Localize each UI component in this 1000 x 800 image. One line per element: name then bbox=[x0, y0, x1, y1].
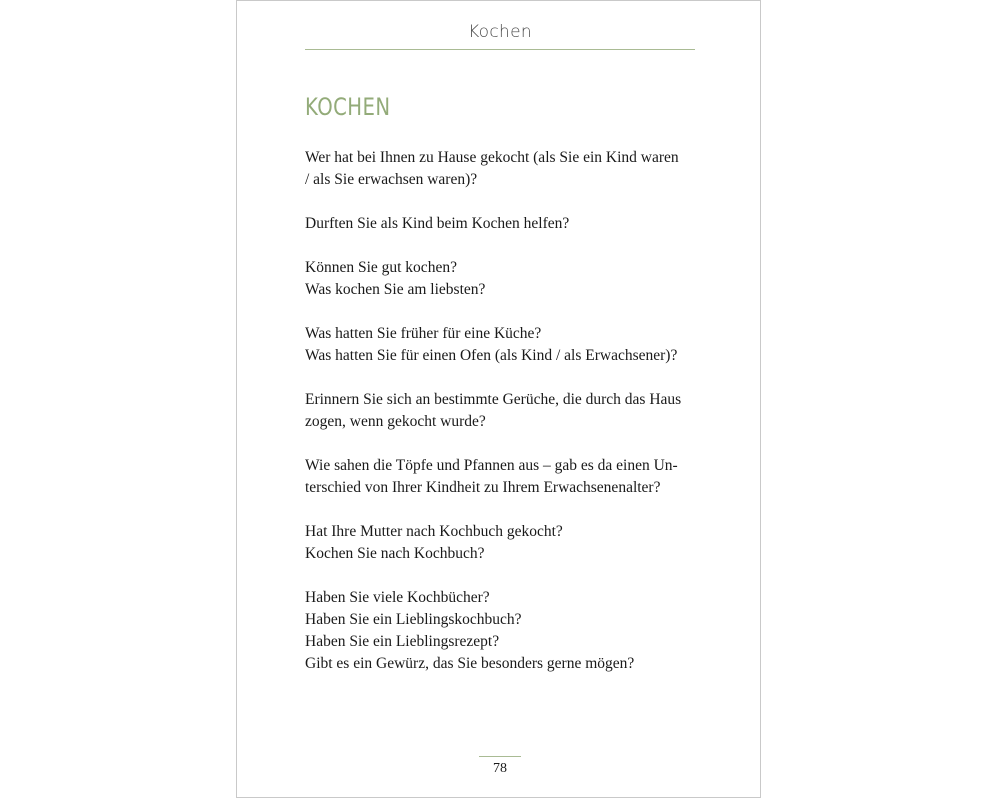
question-line: zogen, wenn gekocht wurde? bbox=[305, 413, 486, 430]
footer-rule bbox=[479, 756, 521, 757]
question-block bbox=[305, 323, 700, 367]
running-header: Kochen bbox=[468, 22, 532, 42]
question-block bbox=[305, 389, 700, 433]
question-line: Wie sahen die Töpfe und Pfannen aus – gab es da einen Un- bbox=[305, 457, 678, 474]
chapter-title: KOCHEN bbox=[305, 93, 391, 121]
question-list bbox=[305, 147, 700, 697]
question-line: Was hatten Sie früher für eine Küche? bbox=[305, 325, 542, 342]
question-line: Haben Sie ein Lieblingskochbuch? bbox=[305, 611, 522, 628]
question-block bbox=[305, 147, 700, 191]
question-line: terschied von Ihrer Kindheit zu Ihrem Erwachsenenalter? bbox=[305, 479, 661, 496]
question-block bbox=[305, 587, 700, 675]
book-page bbox=[236, 0, 761, 798]
question-line: Durften Sie als Kind beim Kochen helfen? bbox=[305, 215, 570, 232]
question-line: Haben Sie viele Kochbücher? bbox=[305, 589, 490, 606]
question-line: Was kochen Sie am liebsten? bbox=[305, 281, 486, 298]
question-line: Wer hat bei Ihnen zu Hause gekocht (als Sie ein Kind waren bbox=[305, 149, 679, 166]
question-line: Was hatten Sie für einen Ofen (als Kind / als Erwachsener)? bbox=[305, 347, 678, 364]
question-line: Kochen Sie nach Kochbuch? bbox=[305, 545, 485, 562]
question-block bbox=[305, 213, 700, 235]
question-line: Erinnern Sie sich an bestimmte Gerüche, die durch das Haus bbox=[305, 391, 682, 408]
header-rule bbox=[305, 49, 695, 50]
question-block bbox=[305, 455, 700, 499]
question-block bbox=[305, 257, 700, 301]
question-line: Haben Sie ein Lieblingsrezept? bbox=[305, 633, 500, 650]
question-line: Können Sie gut kochen? bbox=[305, 259, 457, 276]
question-block bbox=[305, 521, 700, 565]
question-line: Gibt es ein Gewürz, das Sie besonders gerne mögen? bbox=[305, 655, 635, 672]
page-number: 78 bbox=[493, 761, 507, 776]
question-line: / als Sie erwachsen waren)? bbox=[305, 171, 478, 188]
question-line: Hat Ihre Mutter nach Kochbuch gekocht? bbox=[305, 523, 563, 540]
